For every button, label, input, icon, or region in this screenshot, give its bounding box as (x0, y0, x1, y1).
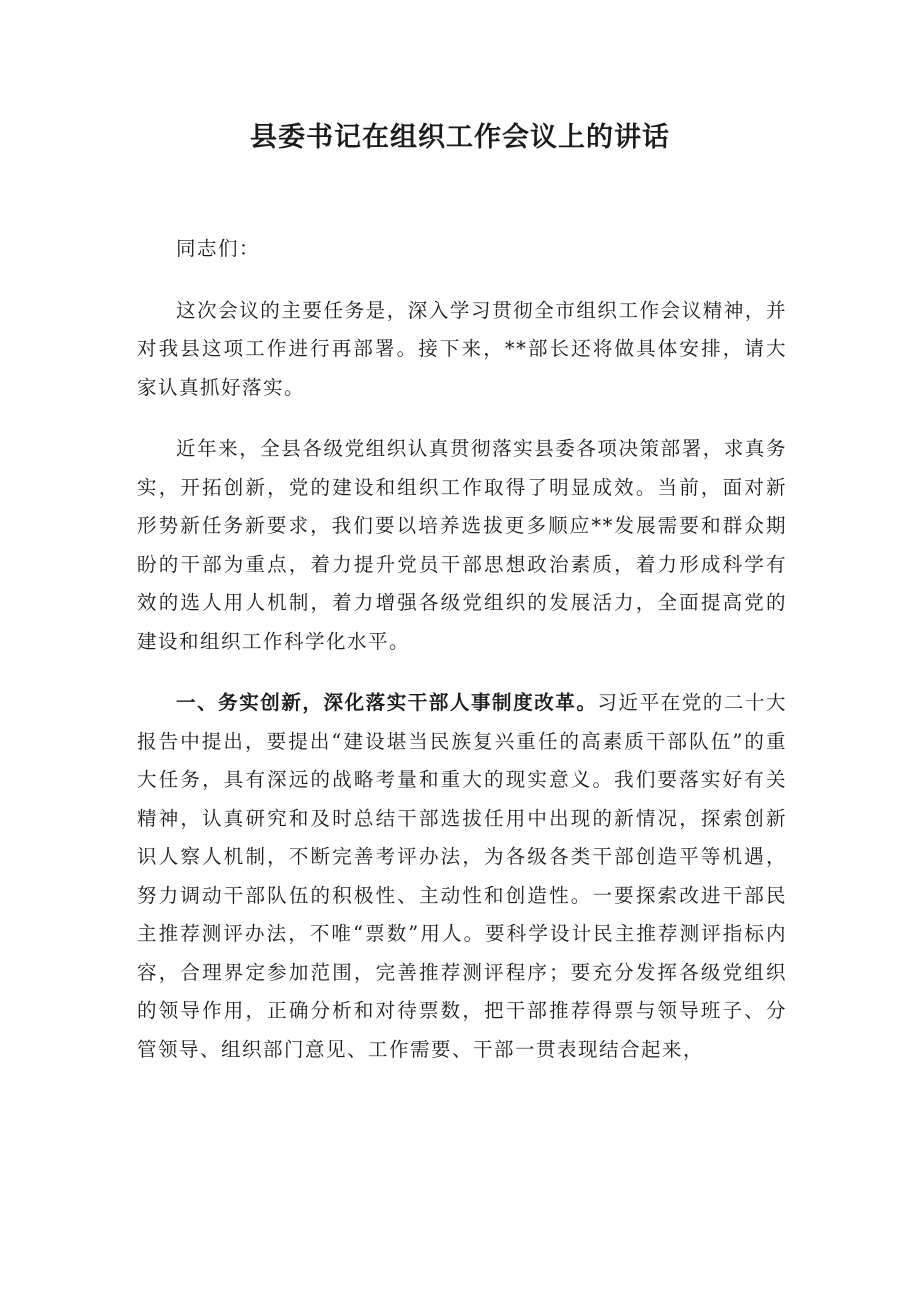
section-1-text: 习近平在党的二十大报告中提出，要提出“建设堪当民族复兴重任的高素质干部队伍”的重大任务，具有深远的战略考量和重大的现实意义。我们要落实好有关精神，认真研究和及时总结干部选拔任用中出现的新情况，探索创新识人察人机制，不断完善考评办法，为各级各类干部创造平等机遇，努力调动干部队伍的积极性、主动性和创造性。一要探索改进干部民主推荐测评办法，不唯“票数”用人。要科学设计民主推荐测评指标内容，合理界定参加范围，完善推荐测评程序；要充分发挥各级党组织的领导作用，正确分析和对待票数，把干部推荐得票与领导班子、分管领导、组织部门意见、工作需要、干部一贯表现结合起来， (137, 691, 787, 1061)
section-1-heading: 一、务实创新，深化落实干部人事制度改革。 (176, 691, 598, 714)
greeting: 同志们： (176, 237, 261, 260)
document-body (137, 230, 787, 1092)
section-1 (137, 684, 787, 1069)
document-title: 县委书记在组织工作会议上的讲话 (250, 122, 670, 153)
paragraph-context: 近年来，全县各级党组织认真贯彻落实县委各项决策部署，求真务实，开拓创新，党的建设和组织工作取得了明显成效。当前，面对新形势新任务新要求，我们要以培养选拔更多顺应**发展需要和群众期盼的干部为重点，着力提升党员干部思想政治素质，着力形成科学有效的选人用人机制，着力增强各级党组织的发展活力，全面提高党的建设和组织工作科学化水平。 (137, 437, 787, 653)
paragraph-intro: 这次会议的主要任务是，深入学习贯彻全市组织工作会议精神，并对我县这项工作进行再部署。接下来，**部长还将做具体安排，请大家认真抓好落实。 (137, 298, 787, 399)
